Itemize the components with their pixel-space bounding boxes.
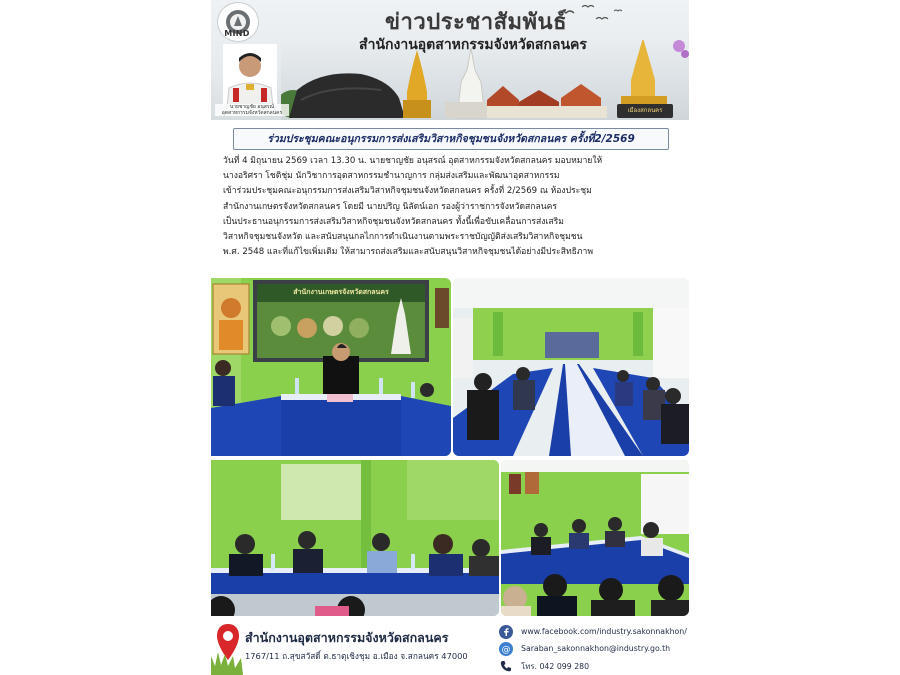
meeting-photo-chair (211, 278, 451, 456)
meeting-photo-side (501, 460, 689, 616)
header-banner (211, 0, 689, 120)
phone-icon (499, 659, 513, 675)
page-subtitle: สำนักงานอุตสาหกรรมจังหวัดสกลนคร (359, 37, 587, 53)
meeting-photo-attendees (211, 460, 499, 616)
facebook-url[interactable]: www.facebook.com/industry.sakonnakhon/ (521, 627, 687, 636)
official-caption: นายชาญชัย อนุสรณ์ อุตสาหกรรมจังหวัดสกลนคร (215, 104, 289, 116)
sign-text: เมืองสกลนคร (627, 107, 663, 114)
headline: ร่วมประชุมคณะอนุกรรมการส่งเสริมวิสาหกิจชุมชนจังหวัดสกลนคร ครั้งที่2/2569 (233, 128, 669, 150)
body-line: วิสาหกิจชุมชนจังหวัด และสนับสนุนกลไกการดำเนินงานตามพระราชบัญญัติส่งเสริมวิสาหกิจชุมชน (223, 232, 583, 243)
phone-number: โทร. 042 099 280 (521, 662, 590, 671)
footer-address: 1767/11 ถ.สุขสวัสดิ์ ต.ธาตุเชิงชุม อ.เมือง จ.สกลนคร 47000 (245, 651, 468, 661)
body-line: นางอริศรา โชติชุ่ม นักวิชาการอุตสาหกรรมชำนาญการ กลุ่มส่งเสริมและพัฒนาอุตสาหกรรม (223, 171, 560, 182)
facebook-icon (499, 625, 513, 641)
official-portrait (223, 44, 277, 106)
email-address[interactable]: Saraban_sakonnakhon@industry.go.th (521, 644, 671, 653)
meeting-photo-room (453, 278, 689, 456)
page-title: ข่าวประชาสัมพันธ์ (384, 10, 568, 35)
grass-decoration (211, 650, 247, 675)
body-line: สำนักงานเกษตรจังหวัดสกลนคร โดยมี นายปริญ นิลัดน์เอก รองผู้ว่าราชการจังหวัดสกลนคร (223, 201, 557, 212)
footer-org-name: สำนักงานอุตสาหกรรมจังหวัดสกลนคร (245, 630, 449, 645)
body-line: เข้าร่วมประชุมคณะอนุกรรมการส่งเสริมวิสาหกิจชุมชนจังหวัดสกลนคร ครั้งที่ 2/2569 ณ ห้องประชุม (223, 186, 592, 197)
footer (211, 618, 689, 675)
logo-label: MIND (224, 29, 250, 38)
news-poster (211, 0, 689, 675)
body-line: พ.ศ. 2548 และที่แก้ไขเพิ่มเติม ให้สามารถส่งเสริมและสนับสนุนวิสาหกิจชุมชนได้อย่างมีประสิทธิภาพ (223, 247, 594, 258)
birds-decoration (556, 3, 626, 37)
body-line: เป็นประธานอนุกรรมการส่งเสริมวิสาหกิจชุมชนจังหวัดสกลนคร ทั้งนี้เพื่อขับเคลื่อนการส่งเสริม (223, 216, 564, 227)
email-icon (499, 642, 513, 658)
body-line: วันที่ 4 มิถุนายน 2569 เวลา 13.30 น. นายชาญชัย อนุสรณ์ อุตสาหกรรมจังหวัดสกลนคร มอบหมายให้ (223, 156, 603, 166)
banner-text: สำนักงานเกษตรจังหวัดสกลนคร (293, 288, 389, 296)
news-body (223, 154, 681, 260)
svg-text:@: @ (501, 645, 511, 655)
